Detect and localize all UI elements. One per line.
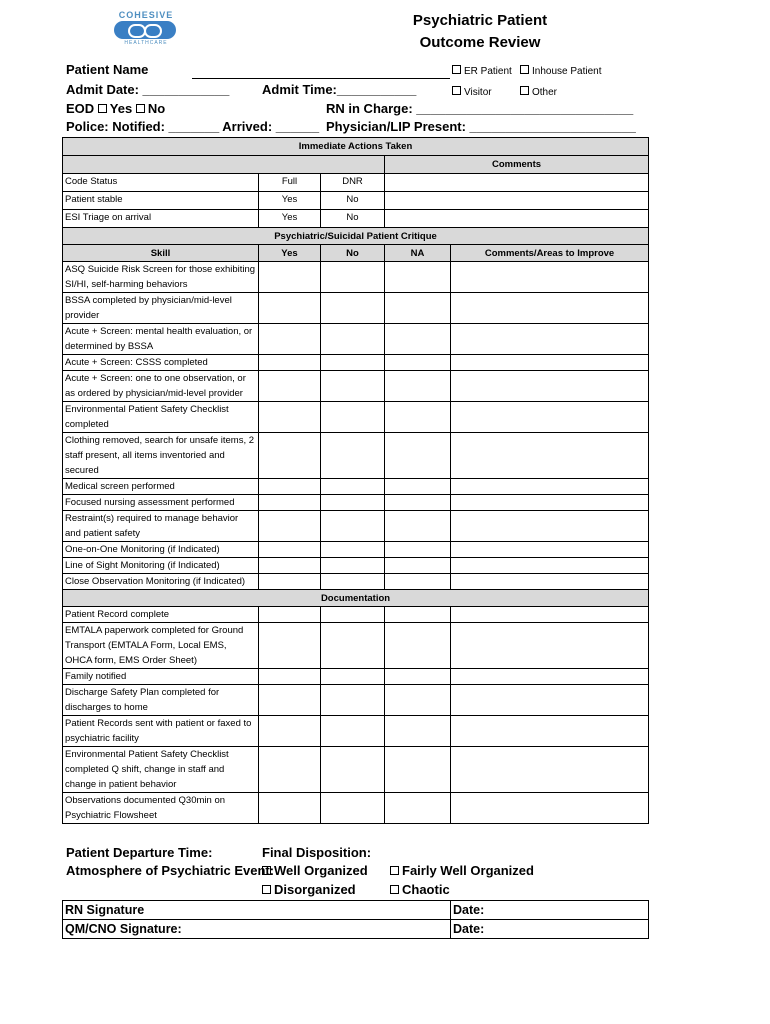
na-cell[interactable]: [385, 479, 451, 495]
no-cell[interactable]: [321, 262, 385, 293]
skill-label: Focused nursing assessment performed: [63, 495, 259, 511]
inhouse-patient-option[interactable]: Inhouse Patient: [520, 65, 602, 77]
immediate-actions-title: Immediate Actions Taken: [63, 138, 649, 156]
yes-cell[interactable]: [259, 293, 321, 324]
comments-cell[interactable]: [451, 574, 649, 590]
no-header: No: [321, 245, 385, 262]
other-checkbox[interactable]: [520, 86, 529, 95]
skill-label: Discharge Safety Plan completed for discharges to home: [63, 685, 259, 716]
no-cell[interactable]: [321, 355, 385, 371]
comments-cell[interactable]: [451, 685, 649, 716]
comments-cell[interactable]: [385, 174, 649, 192]
no-cell[interactable]: [321, 716, 385, 747]
title-line-1: Psychiatric Patient: [412, 12, 548, 29]
na-cell[interactable]: [385, 355, 451, 371]
comments-cell[interactable]: [385, 210, 649, 228]
patient-stable-no[interactable]: No: [321, 192, 385, 210]
signature-table: [62, 900, 649, 939]
well-organized-option[interactable]: Well Organized: [262, 863, 368, 878]
no-cell[interactable]: [321, 623, 385, 669]
skill-label: Close Observation Monitoring (if Indicated): [63, 574, 259, 590]
table-row: [63, 324, 649, 355]
comments-cell[interactable]: [451, 793, 649, 824]
skill-label: Acute + Screen: mental health evaluation, or determined by BSSA: [63, 324, 259, 355]
no-cell[interactable]: [321, 607, 385, 623]
code-status-dnr[interactable]: DNR: [321, 174, 385, 192]
na-cell[interactable]: [385, 607, 451, 623]
no-cell[interactable]: [321, 402, 385, 433]
na-cell[interactable]: [385, 574, 451, 590]
comments-cell[interactable]: [451, 371, 649, 402]
yes-cell[interactable]: [259, 623, 321, 669]
yes-cell[interactable]: [259, 511, 321, 542]
na-cell[interactable]: [385, 511, 451, 542]
skill-label: EMTALA paperwork completed for Ground Transport (EMTALA Form, Local EMS, OHCA form, EMS Order Sheet): [63, 623, 259, 669]
disorganized-option[interactable]: Disorganized: [262, 882, 356, 897]
na-cell[interactable]: [385, 542, 451, 558]
skill-label: Family notified: [63, 669, 259, 685]
skill-label: Clothing removed, search for unsafe items, 2 staff present, all items inventoried and secured: [63, 433, 259, 479]
critique-title: Psychiatric/Suicidal Patient Critique: [63, 228, 649, 245]
comments-cell[interactable]: [451, 355, 649, 371]
skill-label: Environmental Patient Safety Checklist completed Q shift, change in staff and change in patient behavior: [63, 747, 259, 793]
comments-cell[interactable]: [451, 607, 649, 623]
yes-cell[interactable]: [259, 355, 321, 371]
table-row: [63, 558, 649, 574]
other-option[interactable]: Other: [520, 86, 557, 98]
table-row: [63, 355, 649, 371]
yes-cell[interactable]: [259, 607, 321, 623]
yes-cell[interactable]: [259, 495, 321, 511]
comments-cell[interactable]: [451, 558, 649, 574]
logo-name-top: COHESIVE: [118, 10, 174, 20]
patient-name-label: Patient Name: [66, 62, 149, 77]
disorganized-checkbox[interactable]: [262, 885, 271, 894]
yes-cell[interactable]: [259, 558, 321, 574]
na-cell[interactable]: [385, 793, 451, 824]
logo-mark-icon: [114, 21, 176, 39]
admit-date-field[interactable]: Admit Date: ____________: [66, 82, 230, 97]
comments-cell[interactable]: [451, 402, 649, 433]
table-row: [63, 716, 649, 747]
na-cell[interactable]: [385, 685, 451, 716]
comments-cell[interactable]: [451, 511, 649, 542]
no-cell[interactable]: [321, 324, 385, 355]
code-status-full[interactable]: Full: [259, 174, 321, 192]
table-row: [63, 371, 649, 402]
table-row: [63, 623, 649, 669]
no-cell[interactable]: [321, 558, 385, 574]
yes-header: Yes: [259, 245, 321, 262]
page-title: [390, 10, 570, 54]
na-cell[interactable]: [385, 262, 451, 293]
eod-label: EOD: [66, 101, 95, 116]
esi-triage-yes[interactable]: Yes: [259, 210, 321, 228]
no-cell[interactable]: [321, 371, 385, 402]
comments-cell[interactable]: [451, 623, 649, 669]
er-patient-option[interactable]: ER Patient: [452, 65, 512, 77]
yes-cell[interactable]: [259, 793, 321, 824]
na-cell[interactable]: [385, 371, 451, 402]
table-row: [63, 293, 649, 324]
na-cell[interactable]: [385, 716, 451, 747]
eod-yes-checkbox[interactable]: [98, 104, 107, 113]
na-cell[interactable]: [385, 747, 451, 793]
comments-header: Comments: [385, 156, 649, 174]
company-logo: [108, 10, 183, 46]
eod-no-label: No: [147, 101, 166, 116]
skill-label: ASQ Suicide Risk Screen for those exhibiting SI/HI, self-harming behaviors: [63, 262, 259, 293]
na-cell[interactable]: [385, 623, 451, 669]
table-row: [63, 174, 649, 192]
yes-cell[interactable]: [259, 747, 321, 793]
skill-label: Line of Sight Monitoring (if Indicated): [63, 558, 259, 574]
yes-cell[interactable]: [259, 402, 321, 433]
fairly-organized-option[interactable]: Fairly Well Organized: [390, 863, 534, 878]
comments-cell[interactable]: [451, 747, 649, 793]
no-cell[interactable]: [321, 669, 385, 685]
comments-cell[interactable]: [451, 669, 649, 685]
skill-header: Skill: [63, 245, 259, 262]
yes-cell[interactable]: [259, 542, 321, 558]
eod-no-checkbox[interactable]: [136, 104, 145, 113]
comments-improve-header: Comments/Areas to Improve: [451, 245, 649, 262]
rn-date-field[interactable]: Date:: [451, 901, 649, 920]
chaotic-option[interactable]: Chaotic: [390, 882, 450, 897]
admit-time-field[interactable]: Admit Time:___________: [262, 82, 417, 97]
skill-label: Acute + Screen: CSSS completed: [63, 355, 259, 371]
table-row: [63, 402, 649, 433]
yes-cell[interactable]: [259, 479, 321, 495]
skill-label: One-on-One Monitoring (if Indicated): [63, 542, 259, 558]
comments-cell[interactable]: [451, 324, 649, 355]
table-row: [63, 511, 649, 542]
patient-name-field[interactable]: [192, 62, 450, 79]
skill-label: Acute + Screen: one to one observation, or as ordered by physician/mid-level provider: [63, 371, 259, 402]
table-row: [63, 210, 649, 228]
skill-label: BSSA completed by physician/mid-level provider: [63, 293, 259, 324]
table-row: [63, 192, 649, 210]
yes-cell[interactable]: [259, 574, 321, 590]
comments-cell[interactable]: [451, 479, 649, 495]
yes-cell[interactable]: [259, 324, 321, 355]
critique-table: [62, 227, 649, 824]
yes-cell[interactable]: [259, 669, 321, 685]
na-cell[interactable]: [385, 293, 451, 324]
inhouse-patient-checkbox[interactable]: [520, 65, 529, 74]
code-status-label: Code Status: [63, 174, 259, 192]
na-header: NA: [385, 245, 451, 262]
table-row: [63, 433, 649, 479]
comments-cell[interactable]: [451, 262, 649, 293]
chaotic-checkbox[interactable]: [390, 885, 399, 894]
table-row: [63, 262, 649, 293]
visitor-checkbox[interactable]: [452, 86, 461, 95]
comments-cell[interactable]: [451, 433, 649, 479]
skill-label: Medical screen performed: [63, 479, 259, 495]
atmosphere-label: Atmosphere of Psychiatric Event:: [66, 863, 275, 878]
patient-stable-yes[interactable]: Yes: [259, 192, 321, 210]
table-row: [63, 479, 649, 495]
police-field[interactable]: Police: Notified: _______ Arrived: ______: [66, 119, 320, 134]
yes-cell[interactable]: [259, 262, 321, 293]
na-cell[interactable]: [385, 433, 451, 479]
no-cell[interactable]: [321, 495, 385, 511]
logo-name-bottom: HEALTHCARE: [124, 40, 168, 46]
comments-cell[interactable]: [451, 495, 649, 511]
na-cell[interactable]: [385, 324, 451, 355]
table-row: [63, 747, 649, 793]
no-cell[interactable]: [321, 511, 385, 542]
table-row: [63, 607, 649, 623]
yes-cell[interactable]: [259, 433, 321, 479]
comments-cell[interactable]: [451, 293, 649, 324]
na-cell[interactable]: [385, 495, 451, 511]
qm-date-field[interactable]: Date:: [451, 920, 649, 939]
na-cell[interactable]: [385, 558, 451, 574]
yes-cell[interactable]: [259, 716, 321, 747]
table-row: [63, 495, 649, 511]
skill-label: Observations documented Q30min on Psychiatric Flowsheet: [63, 793, 259, 824]
skill-label: Patient Records sent with patient or faxed to psychiatric facility: [63, 716, 259, 747]
table-row: [63, 793, 649, 824]
title-line-2: Outcome Review: [419, 34, 541, 51]
rn-signature-field[interactable]: RN Signature: [63, 901, 451, 920]
no-cell[interactable]: [321, 542, 385, 558]
no-cell[interactable]: [321, 685, 385, 716]
skill-label: Environmental Patient Safety Checklist completed: [63, 402, 259, 433]
comments-cell[interactable]: [451, 542, 649, 558]
departure-time-field[interactable]: Patient Departure Time:: [66, 845, 213, 860]
table-row: [63, 685, 649, 716]
final-disposition-field[interactable]: Final Disposition:: [262, 845, 372, 860]
comments-cell[interactable]: [451, 716, 649, 747]
skill-label: Patient Record complete: [63, 607, 259, 623]
comments-cell[interactable]: [385, 192, 649, 210]
immediate-actions-table: [62, 137, 649, 228]
visitor-option[interactable]: Visitor: [452, 86, 492, 98]
fairly-organized-checkbox[interactable]: [390, 866, 399, 875]
esi-triage-no[interactable]: No: [321, 210, 385, 228]
table-row: [63, 574, 649, 590]
no-cell[interactable]: [321, 433, 385, 479]
documentation-header: Documentation: [63, 590, 649, 607]
yes-cell[interactable]: [259, 685, 321, 716]
er-patient-checkbox[interactable]: [452, 65, 461, 74]
no-cell[interactable]: [321, 574, 385, 590]
patient-stable-label: Patient stable: [63, 192, 259, 210]
eod-field: [66, 101, 165, 116]
no-cell[interactable]: [321, 793, 385, 824]
no-cell[interactable]: [321, 747, 385, 793]
skill-label: Restraint(s) required to manage behavior and patient safety: [63, 511, 259, 542]
no-cell[interactable]: [321, 293, 385, 324]
qm-signature-field[interactable]: QM/CNO Signature:: [63, 920, 451, 939]
physician-present-field[interactable]: Physician/LIP Present: _______________________: [326, 119, 636, 134]
table-row: [63, 542, 649, 558]
esi-triage-label: ESI Triage on arrival: [63, 210, 259, 228]
eod-yes-label: Yes: [109, 101, 133, 116]
yes-cell[interactable]: [259, 371, 321, 402]
na-cell[interactable]: [385, 669, 451, 685]
well-organized-checkbox[interactable]: [262, 866, 271, 875]
rn-in-charge-field[interactable]: RN in Charge: ______________________________: [326, 101, 634, 116]
no-cell[interactable]: [321, 479, 385, 495]
table-row: [63, 669, 649, 685]
na-cell[interactable]: [385, 402, 451, 433]
